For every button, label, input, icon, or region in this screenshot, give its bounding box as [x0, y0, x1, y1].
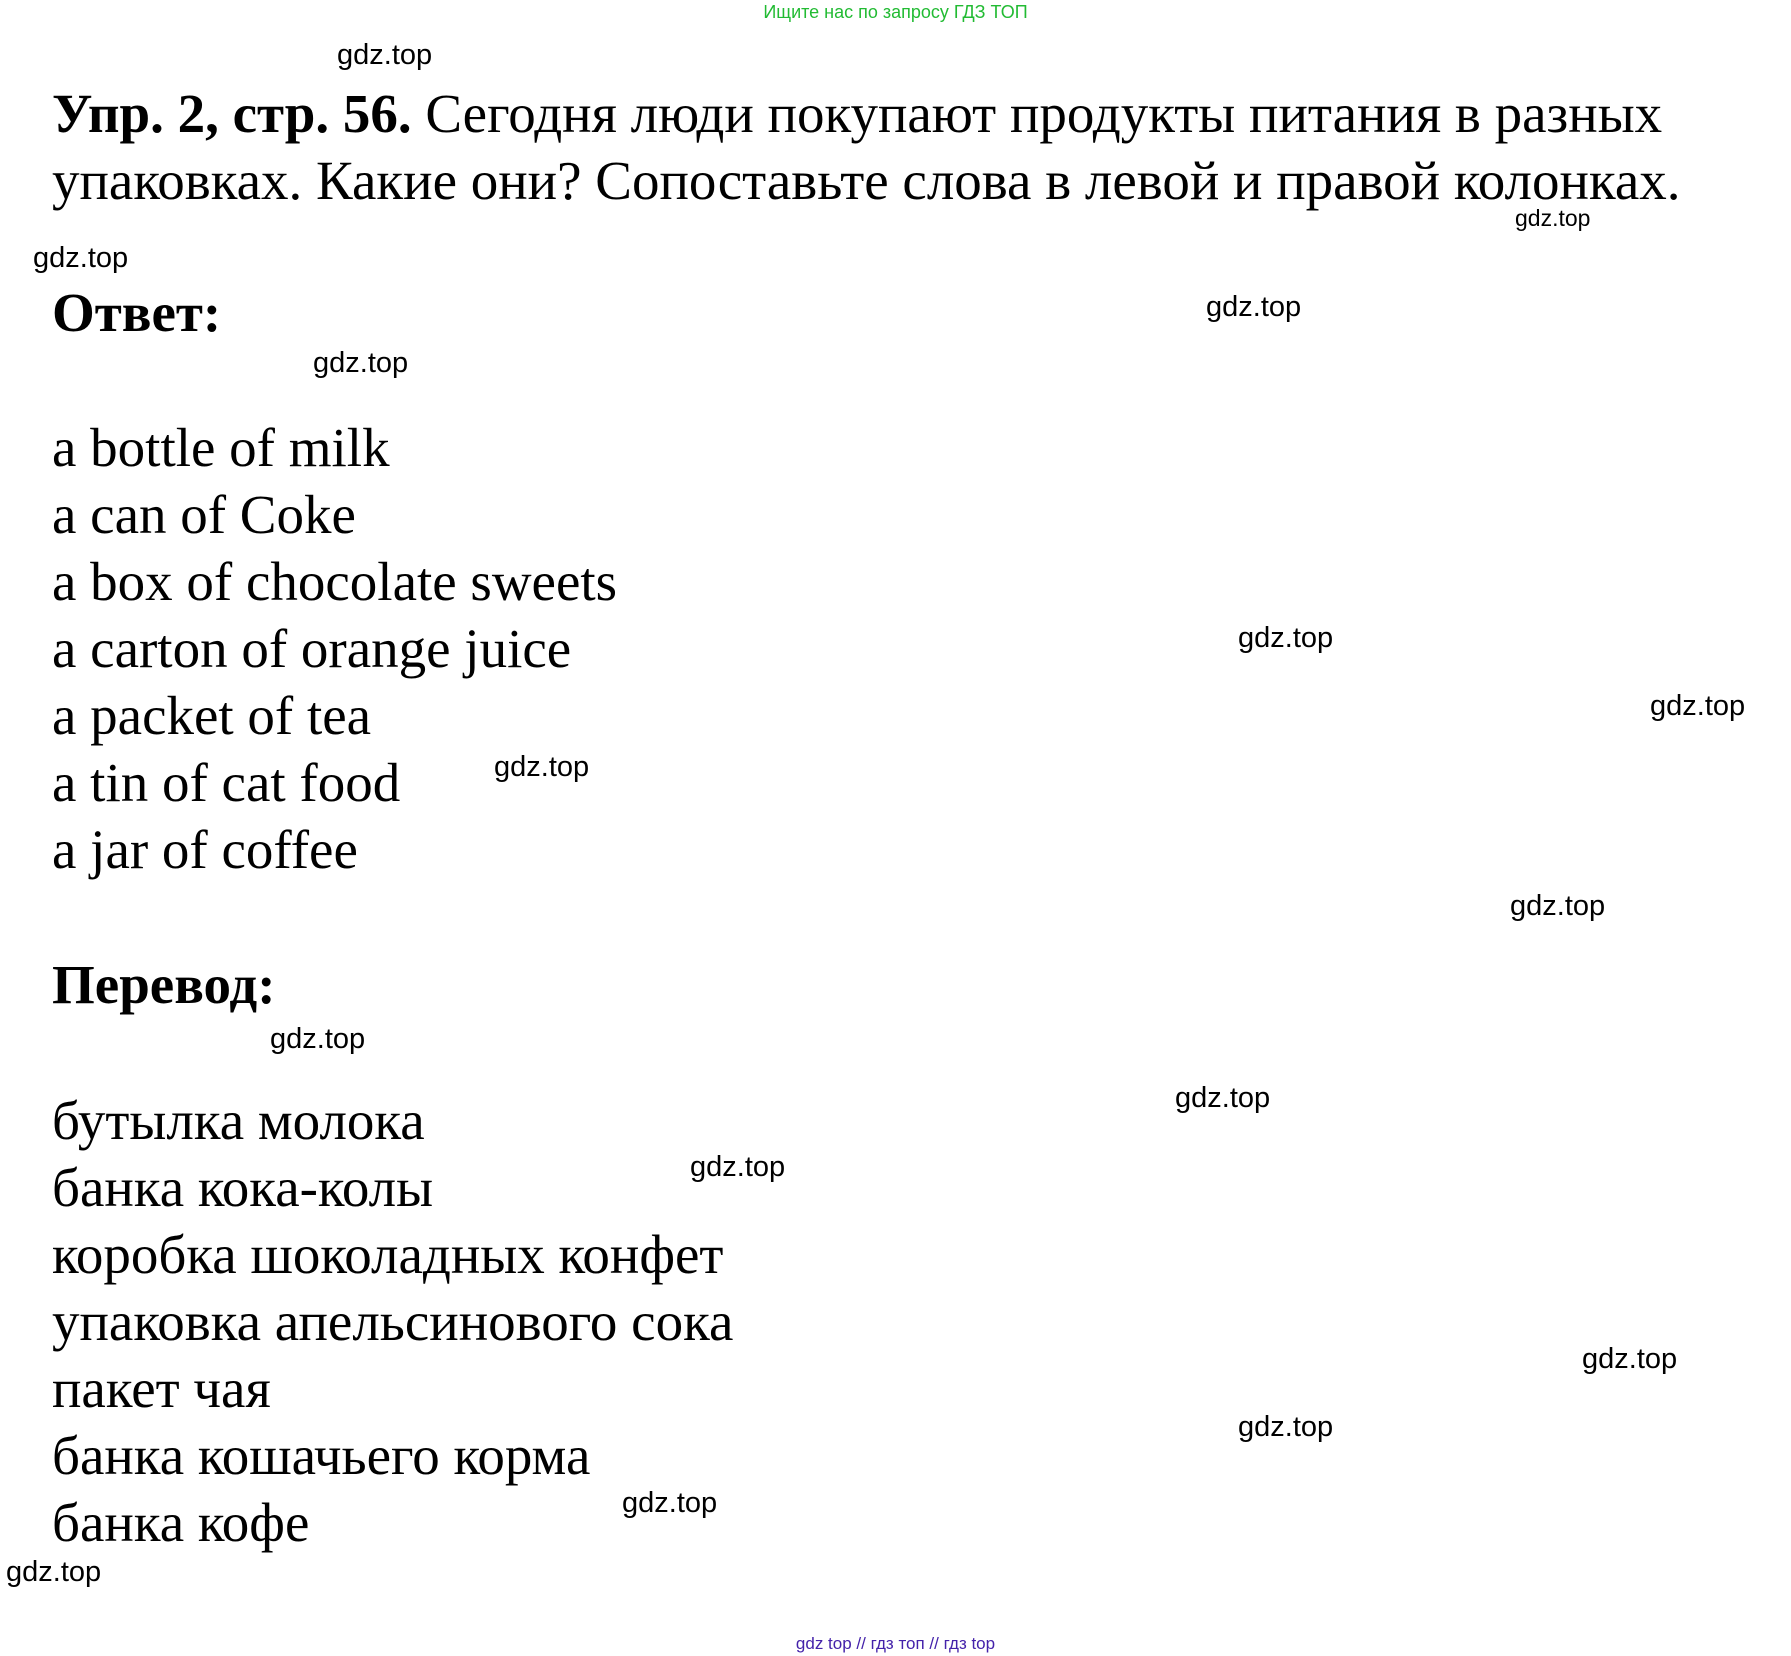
watermark: gdz.top [690, 1151, 786, 1183]
top-banner[interactable]: Ищите нас по запросу ГДЗ ТОП [763, 2, 1028, 22]
translation-heading: Перевод: [52, 954, 276, 1015]
watermark: gdz.top [270, 1023, 366, 1055]
task-statement [52, 80, 1782, 214]
watermark: gdz.top [313, 347, 409, 379]
translation-item: банка кока-колы [52, 1157, 434, 1218]
watermark: gdz.top [494, 751, 590, 783]
translation-item: банка кошачьего корма [52, 1425, 591, 1486]
watermark: gdz.top [337, 39, 433, 71]
watermark: gdz.top [1175, 1082, 1271, 1114]
answer-item: a bottle of milk [52, 417, 390, 478]
watermark: gdz.top [1206, 291, 1302, 323]
translation-item: банка кофе [52, 1492, 310, 1553]
translation-item: коробка шоколадных конфет [52, 1224, 724, 1285]
answer-heading: Ответ: [52, 282, 222, 343]
answer-list [52, 414, 617, 883]
answer-item: a packet of tea [52, 685, 372, 746]
watermark: gdz.top [6, 1556, 102, 1588]
watermark: gdz.top [1650, 690, 1746, 722]
translation-item: бутылка молока [52, 1090, 425, 1151]
watermark: gdz.top [622, 1487, 718, 1519]
task-text-line-1: Сегодня люди покупают продукты питания в разных [425, 83, 1663, 144]
footer-links[interactable]: gdz top // гдз топ // гдз top [795, 1634, 996, 1653]
watermark: gdz.top [1238, 622, 1334, 654]
watermark: gdz.top [1238, 1411, 1334, 1443]
answer-item: a jar of coffee [52, 819, 358, 880]
watermark: gdz.top [1515, 205, 1591, 231]
translation-item: пакет чая [52, 1358, 271, 1419]
watermark: gdz.top [1510, 890, 1606, 922]
translation-item: упаковка апельсинового сока [52, 1291, 734, 1352]
watermark: gdz.top [1582, 1343, 1678, 1375]
task-text-line-2: упаковках. Какие они? Сопоставьте слова в левой и правой колонках. [52, 150, 1681, 211]
answer-item: a can of Coke [52, 484, 356, 545]
answer-item: a box of chocolate sweets [52, 551, 618, 612]
watermark: gdz.top [33, 242, 129, 274]
task-label: Упр. 2, стр. 56. [52, 83, 412, 144]
answer-item: a tin of cat food [52, 752, 401, 813]
answer-item: a carton of orange juice [52, 618, 572, 679]
